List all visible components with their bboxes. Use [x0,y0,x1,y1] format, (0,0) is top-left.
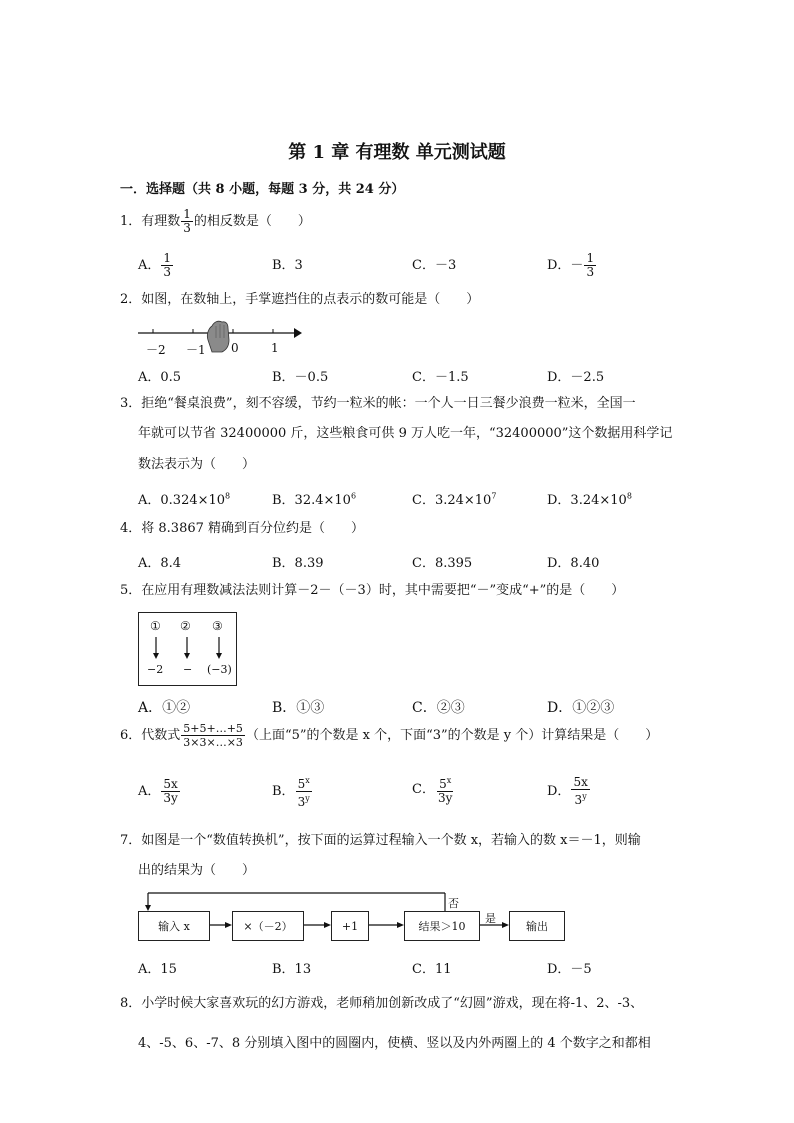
q3-line-2: 年就可以节省 32400000 斤，这些粮食可供 9 万人吃一年，“32400000”这个数据用科学记 [138,426,673,441]
question-1 [120,208,311,235]
q8-line-2: 4、-5、6、-7、8 分别填入图中的圆圈内，使横、竖以及内外两圈上的 4 个数字之和都相 [138,1036,651,1051]
q6-option-a: A． $\frac{5x}{3y}$ [138,777,178,805]
q1-suffix: 的相反数是（ ） [193,214,311,229]
right-arrow-icon [502,922,509,928]
q3-option-b: B．$32.4\times 10^6$ [272,491,357,508]
q3-option-d: D．$3.24\times 10^8$ [547,491,632,508]
right-arrow-icon [225,922,232,928]
q1-option-d: D．－ $\frac{1}{3}$ [547,251,595,279]
section-heading: 一．选择题（共 8 小题，每题 3 分，共 24 分） [120,182,405,197]
q7-option-c: C．11 [412,962,452,977]
q4-option-d: D．8.40 [547,556,600,571]
q2-option-b: B．－0.5 [272,370,329,385]
q3-option-a: A．$0.324\times 10^8$ [138,491,231,508]
q4-option-b: B．8.39 [272,556,324,571]
question-5: 5．在应用有理数减法法则计算－2－（－3）时，其中需要把“－”变成“+”的是（ ） [120,583,625,598]
q1-option-a: A． $\frac{1}{3}$ [138,251,172,279]
q1-option-b: B．3 [272,258,303,273]
q7-option-a: A．15 [138,962,177,977]
axis-arrow [294,328,302,338]
q5-option-a: A．①② [138,700,191,716]
q1-fraction: $\frac{1}{3}$ [183,207,191,235]
q3-line-3: 数法表示为（ ） [138,457,256,472]
q2-option-c: C．－1.5 [412,370,469,385]
q3-line-1: 3．拒绝“餐桌浪费”，刻不容缓，节约一粒米的帐：一个人一日三餐少浪费一粒米，全国一 [120,396,636,411]
flow-no-label: 否 [448,897,459,910]
q6-option-c: C． $\frac{5^x}{3y}$ [412,776,453,805]
q6-option-d: D． $\frac{5x}{3^y}$ [547,775,588,807]
q4-option-c: C．8.395 [412,556,473,571]
axis-label: －2 [146,343,166,357]
hand-icon [207,321,229,352]
circle-label: ③ [212,619,223,633]
q3-option-c: C．$3.24\times 10^7$ [412,491,497,508]
q5-option-c: C．②③ [412,700,465,716]
q5-option-d: D．①②③ [547,700,615,716]
flow-yes-label: 是 [485,912,496,925]
q7-line-2: 出的结果为（ ） [138,863,256,878]
circle-label: ① [150,619,161,633]
q2-option-d: D．－2.5 [547,370,605,385]
q5-option-b: B．①③ [272,700,325,716]
circle-label: ② [180,619,191,633]
flow-multiply-box: ×（－2） [232,911,304,941]
q8-line-1: 8．小学时候大家喜欢玩的幻方游戏，老师稍加创新改成了“幻圆”游戏，现在将-1、2、-3、 [120,996,644,1011]
q4-option-a: A．8.4 [138,556,182,571]
q6-option-b: B． $\frac{5^x}{3^y}$ [272,776,310,809]
flow-add-box: +1 [331,911,369,941]
q6-fraction: $\frac{5+5+\dots+5}{3\times 3\times\dots\times 3}$ [183,722,243,749]
question-4: 4．将 8.3867 精确到百分位约是（ ） [120,521,365,536]
axis-label: 1 [271,341,279,355]
q7-line-1: 7．如图是一个“数值转换机”，按下面的运算过程输入一个数 x，若输入的数 x＝－1，则输 [120,833,641,848]
q7-option-d: D．－5 [547,962,592,977]
expr-part: (−3) [207,663,232,676]
axis-label: 0 [231,341,239,355]
question-2: 2．如图，在数轴上，手掌遮挡住的点表示的数可能是（ ） [120,292,480,307]
q7-option-b: B．13 [272,962,312,977]
question-6: 6．代数式 $\frac{5+5+\dots+5}{3\times 3\times\dots\times 3}$ （上面“5”的个数是 x 个，下面“3”的个数是 y 个）计算结果是（ ） [120,722,659,749]
q1-option-c: C．－3 [412,258,457,273]
axis-label: －1 [186,343,206,357]
expr-part: −2 [147,663,164,676]
q1-prefix: 1．有理数 [120,214,181,229]
right-arrow-icon [397,922,404,928]
q2-option-a: A．0.5 [138,370,182,385]
page-title: 第 1 章 有理数 单元测试题 [288,142,506,163]
q5-figure [138,612,237,686]
right-arrow-icon [324,922,331,928]
expr-part: − [183,663,193,676]
flow-output-box: 输出 [509,911,565,941]
flow-condition-box: 结果＞10 [404,911,480,941]
flow-input-box: 输入 x [138,911,210,941]
